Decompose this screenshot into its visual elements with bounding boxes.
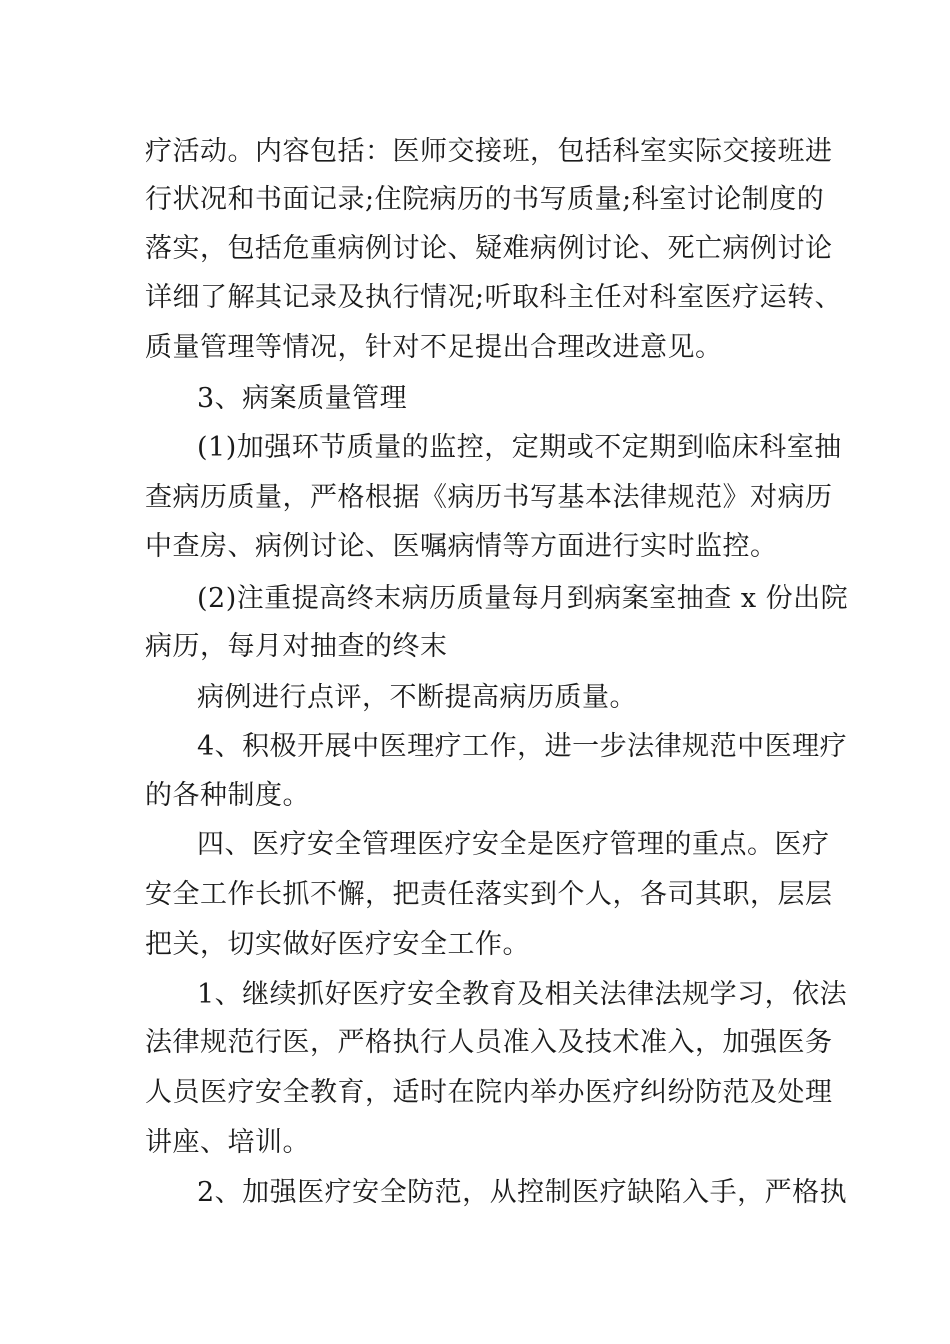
text-line: (2)注重提高终末病历质量每月到病案室抽查 x 份出院 — [197, 583, 849, 614]
text-line: 4、积极开展中医理疗工作，进一步法律规范中医理疗 — [197, 731, 848, 762]
text-line: 详细了解其记录及执行情况;听取科主任对科室医疗运转、 — [145, 282, 843, 313]
text-line: 中查房、病例讨论、医嘱病情等方面进行实时监控。 — [145, 531, 778, 562]
text-line: 病例进行点评，不断提高病历质量。 — [197, 682, 637, 713]
text-line: 1、继续抓好医疗安全教育及相关法律法规学习，依法 — [197, 979, 848, 1010]
text-line: 人员医疗安全教育，适时在院内举办医疗纠纷防范及处理 — [145, 1077, 833, 1108]
text-line: 行状况和书面记录;住院病历的书写质量;科室讨论制度的 — [145, 184, 825, 215]
section-heading: 3、病案质量管理 — [197, 383, 408, 414]
text-line: (1)加强环节质量的监控，定期或不定期到临床科室抽 — [197, 432, 842, 463]
text-line: 查病历质量，严格根据《病历书写基本法律规范》对病历 — [145, 482, 833, 513]
text-line: 的各种制度。 — [145, 780, 310, 811]
text-line: 讲座、培训。 — [145, 1127, 310, 1158]
section-heading: 四、医疗安全管理医疗安全是医疗管理的重点。医疗 — [197, 829, 830, 860]
text-line: 安全工作长抓不懈，把责任落实到个人，各司其职，层层 — [145, 879, 833, 910]
text-line: 质量管理等情况，针对不足提出合理改进意见。 — [145, 332, 723, 363]
text-line: 病历，每月对抽查的终末 — [145, 631, 448, 662]
text-line: 疗活动。内容包括：医师交接班，包括科室实际交接班进 — [145, 136, 833, 167]
text-line: 2、加强医疗安全防范，从控制医疗缺陷入手，严格执 — [197, 1177, 848, 1208]
text-line: 落实，包括危重病例讨论、疑难病例讨论、死亡病例讨论 — [145, 233, 833, 264]
text-line: 法律规范行医，严格执行人员准入及技术准入，加强医务 — [145, 1027, 833, 1058]
text-line: 把关，切实做好医疗安全工作。 — [145, 929, 530, 960]
